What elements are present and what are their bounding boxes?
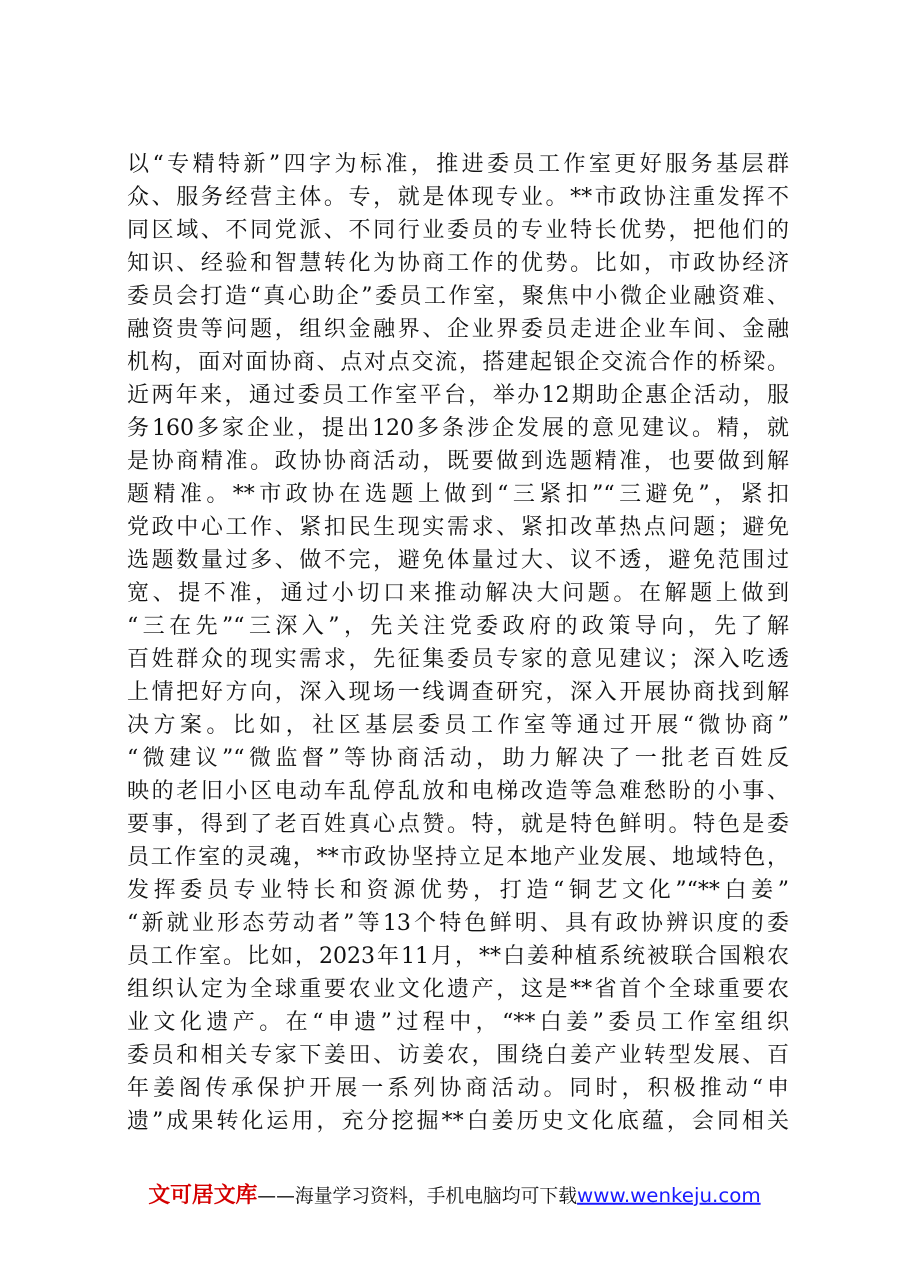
text-line: 近两年来，通过委员工作室平台，举办12期助企惠企活动，服: [127, 383, 789, 408]
text-line: 映的老旧小区电动车乱停乱放和电梯改造等急难愁盼的小事、: [127, 779, 789, 804]
text-line: 知识、经验和智慧转化为协商工作的优势。比如，市政协经济: [127, 251, 789, 276]
body-paragraph: [127, 148, 789, 1138]
text-line: 遗”成果转化运用，充分挖掘**白姜历史文化底蕴，会同相关: [127, 1109, 789, 1134]
text-line: 员工作室的灵魂，**市政协坚持立足本地产业发展、地域特色，: [127, 845, 789, 870]
text-line: 发挥委员专业特长和资源优势，打造“铜艺文化”“**白姜”: [127, 878, 789, 903]
text-line: 同区域、不同党派、不同行业委员的专业特长优势，把他们的: [127, 218, 789, 243]
text-line: 机构，面对面协商、点对点交流，搭建起银企交流合作的桥梁。: [127, 350, 789, 375]
text-line: 年姜阁传承保护开展一系列协商活动。同时，积极推动“申: [127, 1076, 789, 1101]
website-link[interactable]: www.wenkeju.com: [577, 1182, 761, 1207]
text-line: “微建议”“微监督”等协商活动，助力解决了一批老百姓反: [127, 746, 789, 771]
text-line: 是协商精准。政协协商活动，既要做到选题精准，也要做到解: [127, 449, 789, 474]
text-line: 选题数量过多、做不完，避免体量过大、议不透，避免范围过: [127, 548, 789, 573]
text-line: 要事，得到了老百姓真心点赞。特，就是特色鲜明。特色是委: [127, 812, 789, 837]
text-line: 融资贵等问题，组织金融界、企业界委员走进企业车间、金融: [127, 317, 789, 342]
brand-name: 文可居文库: [148, 1182, 258, 1208]
text-line: “三在先”“三深入”，先关注党委政府的政策导向，先了解: [127, 614, 789, 639]
text-line: 委员会打造“真心助企”委员工作室，聚焦中小微企业融资难、: [127, 284, 789, 309]
text-line: 以“专精特新”四字为标准，推进委员工作室更好服务基层群: [127, 152, 789, 177]
text-line: 委员和相关专家下姜田、访姜农，围绕白姜产业转型发展、百: [127, 1043, 789, 1068]
text-line: 题精准。**市政协在选题上做到“三紧扣”“三避免”，紧扣: [127, 482, 789, 507]
text-line: 百姓群众的现实需求，先征集委员专家的意见建议；深入吃透: [127, 647, 789, 672]
text-line: 宽、提不准，通过小切口来推动解决大问题。在解题上做到: [127, 581, 789, 606]
text-line: 组织认定为全球重要农业文化遗产，这是**省首个全球重要农: [127, 977, 789, 1002]
text-line: 员工作室。比如，2023年11月，**白姜种植系统被联合国粮农: [127, 944, 789, 969]
text-line: 党政中心工作、紧扣民生现实需求、紧扣改革热点问题；避免: [127, 515, 789, 540]
text-line: 务160多家企业，提出120多条涉企发展的意见建议。精，就: [127, 416, 789, 441]
text-line: 众、服务经营主体。专，就是体现专业。**市政协注重发挥不: [127, 185, 789, 210]
text-line: 业文化遗产。在“申遗”过程中，“**白姜”委员工作室组织: [127, 1010, 789, 1035]
text-line: 上情把好方向，深入现场一线调查研究，深入开展协商找到解: [127, 680, 789, 705]
text-line: 决方案。比如，社区基层委员工作室等通过开展“微协商”: [127, 713, 789, 738]
footer-banner: [5, 1180, 905, 1211]
text-line: “新就业形态劳动者”等13个特色鲜明、具有政协辨识度的委: [127, 911, 789, 936]
footer-tagline: ——海量学习资料，手机电脑均可下载: [257, 1184, 578, 1207]
